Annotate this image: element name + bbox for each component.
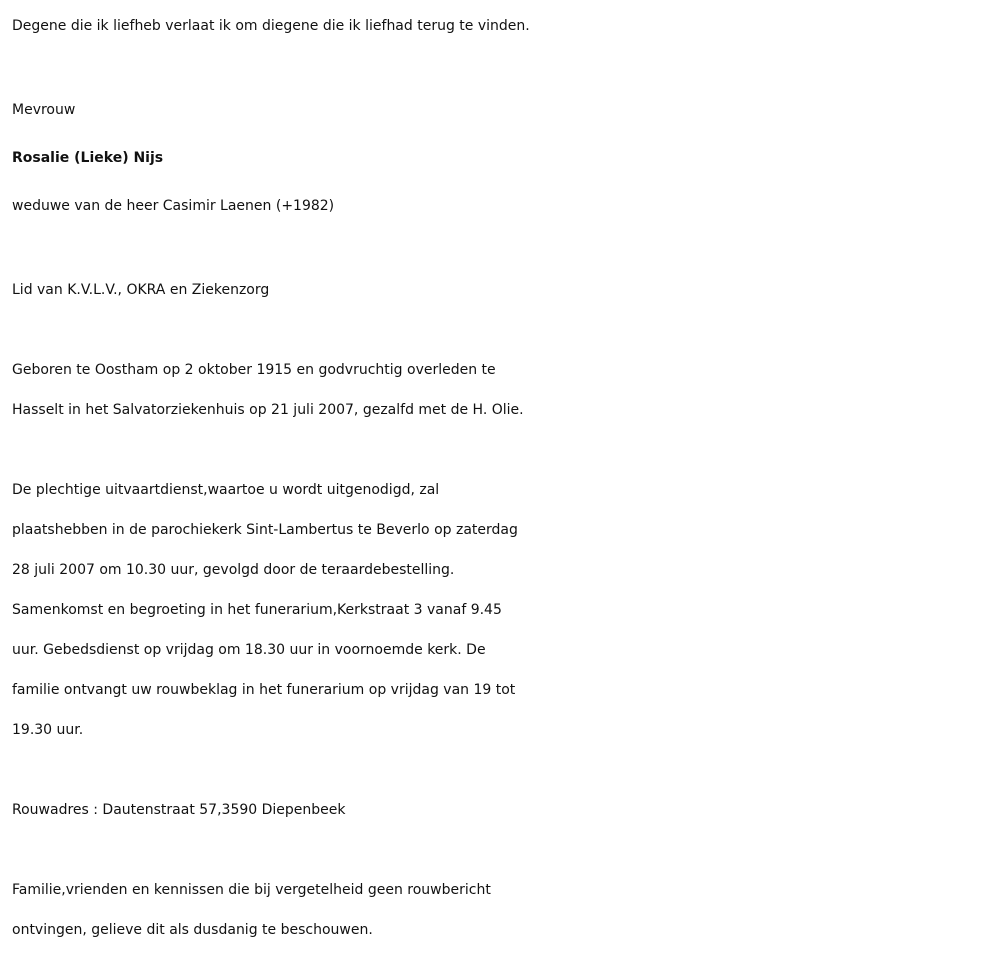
paragraph-line: Geboren te Oostham op 2 oktober 1915 en godvruchtig overleden te [12, 362, 496, 378]
paragraph-line: Familie,vrienden en kennissen die bij vergetelheid geen rouwbericht [12, 882, 491, 898]
deceased-name: Rosalie (Lieke) Nijs [12, 150, 164, 166]
spacer [12, 230, 992, 270]
honorific-title: Mevrouw [12, 102, 76, 118]
paragraph-line: 19.30 uur. [12, 722, 84, 738]
mourning-address: Rouwadres : Dautenstraat 57,3590 Diepenbeek [12, 802, 346, 818]
service-paragraph [12, 470, 992, 750]
spacer [12, 830, 992, 870]
spacer [12, 46, 992, 86]
widow-statement: weduwe van de heer Casimir Laenen (+1982) [12, 198, 335, 214]
paragraph-line: familie ontvangt uw rouwbeklag in het funerarium op vrijdag van 19 tot [12, 682, 516, 698]
paragraph-line: Samenkomst en begroeting in het funerarium,Kerkstraat 3 vanaf 9.45 [12, 602, 502, 618]
birth-death-paragraph [12, 350, 992, 430]
paragraph-line: De plechtige uitvaartdienst,waartoe u wordt uitgenodigd, zal [12, 482, 440, 498]
obituary-document [12, 6, 992, 950]
paragraph-line: Hasselt in het Salvatorziekenhuis op 21 juli 2007, gezalfd met de H. Olie. [12, 402, 524, 418]
spacer [12, 310, 992, 350]
paragraph-line: ontvingen, gelieve dit als dusdanig te beschouwen. [12, 922, 373, 938]
opening-quote: Degene die ik liefheb verlaat ik om diegene die ik liefhad terug te vinden. [12, 18, 530, 34]
paragraph-line: uur. Gebedsdienst op vrijdag om 18.30 uur in voornoemde kerk. De [12, 642, 486, 658]
membership-line: Lid van K.V.L.V., OKRA en Ziekenzorg [12, 282, 270, 298]
paragraph-line: plaatshebben in de parochiekerk Sint-Lambertus te Beverlo op zaterdag [12, 522, 518, 538]
spacer [12, 750, 992, 790]
closing-paragraph [12, 870, 992, 950]
spacer [12, 430, 992, 470]
paragraph-line: 28 juli 2007 om 10.30 uur, gevolgd door de teraardebestelling. [12, 562, 455, 578]
